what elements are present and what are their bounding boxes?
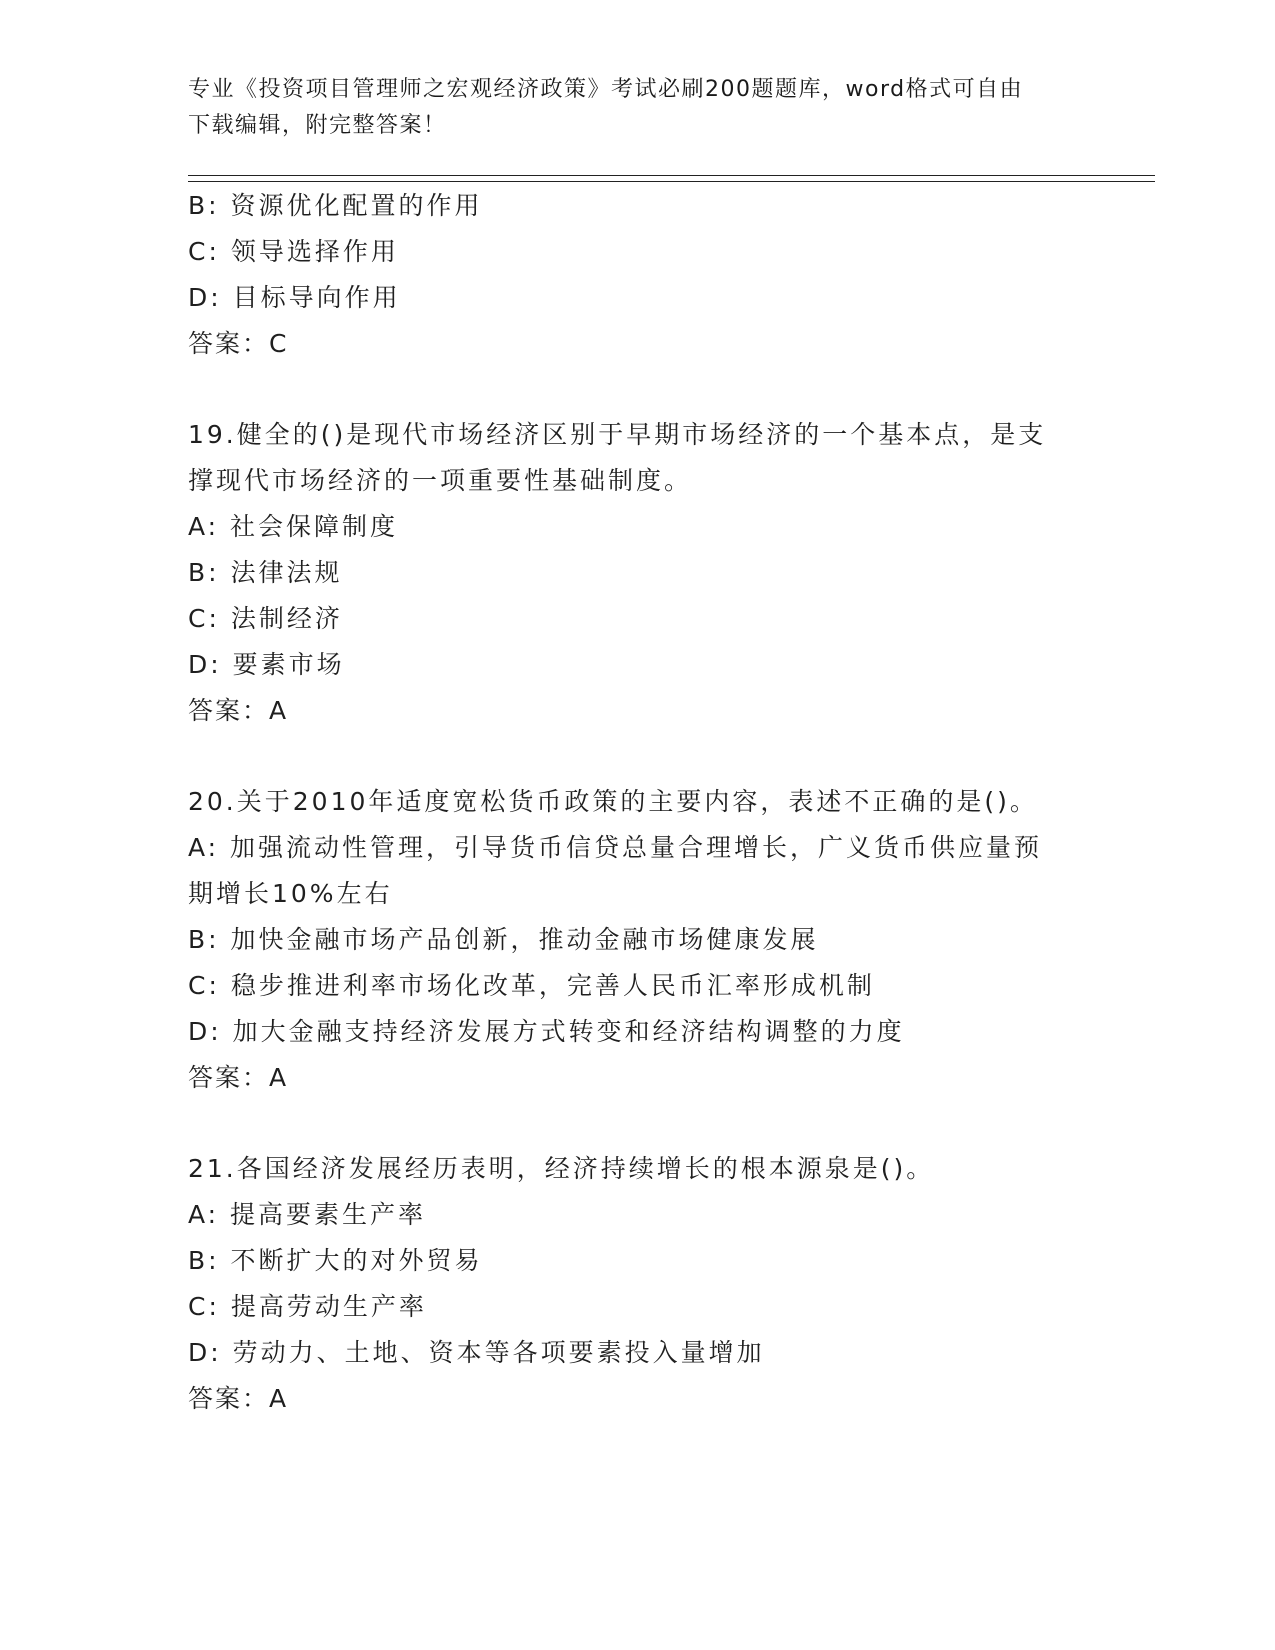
question-18 [188, 183, 1088, 367]
option-c: C: 领导选择作用 [188, 237, 399, 266]
option-a: A: 提高要素生产率 [188, 1200, 427, 1229]
option-c: C: 稳步推进利率市场化改革，完善人民币汇率形成机制 [188, 971, 875, 1000]
header-line-1: 专业《投资项目管理师之宏观经济政策》考试必刷200题题库，word格式可自由 [188, 77, 1024, 102]
document-header [188, 72, 1088, 144]
question-21 [188, 1146, 1088, 1422]
question-stem-continued: 撑现代市场经济的一项重要性基础制度。 [188, 466, 693, 495]
answer: 答案：A [188, 1384, 289, 1413]
option-a: A: 社会保障制度 [188, 512, 399, 541]
question-spacer [188, 1101, 1088, 1146]
option-d: D: 劳动力、土地、资本等各项要素投入量增加 [188, 1338, 765, 1367]
question-spacer [188, 734, 1088, 779]
option-b: B: 法律法规 [188, 558, 343, 587]
option-b: B: 不断扩大的对外贸易 [188, 1246, 483, 1275]
option-c: C: 提高劳动生产率 [188, 1292, 427, 1321]
answer: 答案：A [188, 1063, 289, 1092]
option-a-continued: 期增长10%左右 [188, 879, 393, 908]
option-b: B: 加快金融市场产品创新，推动金融市场健康发展 [188, 925, 819, 954]
answer: 答案：C [188, 329, 289, 358]
question-spacer [188, 367, 1088, 412]
header-divider-bottom [188, 181, 1155, 182]
question-stem: 21.各国经济发展经历表明，经济持续增长的根本源泉是()。 [188, 1154, 935, 1183]
header-line-2: 下载编辑，附完整答案！ [188, 113, 447, 138]
question-list [188, 183, 1088, 1422]
option-d: D: 要素市场 [188, 650, 345, 679]
question-20 [188, 779, 1088, 1101]
option-d: D: 目标导向作用 [188, 283, 401, 312]
answer: 答案：A [188, 696, 289, 725]
option-c: C: 法制经济 [188, 604, 343, 633]
question-19 [188, 412, 1088, 734]
option-b: B: 资源优化配置的作用 [188, 191, 483, 220]
option-d: D: 加大金融支持经济发展方式转变和经济结构调整的力度 [188, 1017, 905, 1046]
question-stem: 20.关于2010年适度宽松货币政策的主要内容，表述不正确的是()。 [188, 787, 1038, 816]
header-divider-top [188, 175, 1155, 176]
option-a: A: 加强流动性管理，引导货币信贷总量合理增长，广义货币供应量预 [188, 833, 1043, 862]
question-stem: 19.健全的()是现代市场经济区别于早期市场经济的一个基本点，是支 [188, 420, 1047, 449]
